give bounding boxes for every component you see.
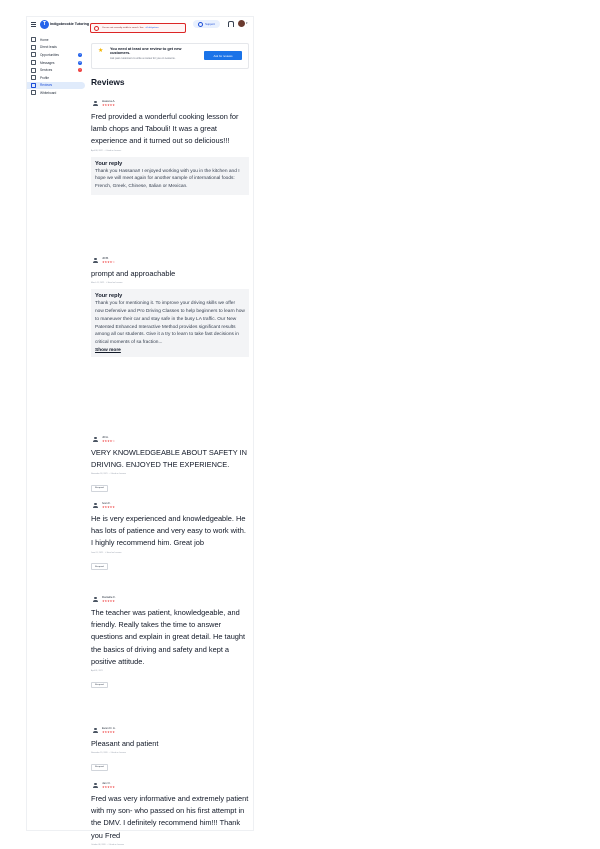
star-icon xyxy=(31,83,36,88)
send-icon xyxy=(31,52,36,57)
sidebar-item-label: Services xyxy=(40,68,53,73)
top-bar xyxy=(27,17,253,34)
sidebar-item-reviews[interactable] xyxy=(27,82,85,90)
user-icon xyxy=(93,101,98,106)
review-text: He is very experienced and knowledgeable. He has lots of patience and very easy to work with. I highly recommend him. Great job xyxy=(91,514,246,548)
review-user xyxy=(91,726,249,736)
rating-stars: ★★★★★ xyxy=(102,103,115,107)
menu-icon[interactable] xyxy=(31,22,36,27)
warning-icon xyxy=(31,45,36,50)
user-icon xyxy=(93,783,98,788)
promo-subtitle: Ask past customers to write a review for you on Lessons. xyxy=(110,57,176,60)
review-item xyxy=(91,256,249,357)
review-text: Fred provided a wonderful cooking lesson for lamb chops and Tabouli! It was a great experience and it turned out so delicious!!! xyxy=(91,112,239,146)
help-icon xyxy=(198,22,203,27)
support-button[interactable] xyxy=(193,20,220,28)
user-icon xyxy=(93,503,98,508)
sidebar-item-label: Whiteboard xyxy=(40,90,57,95)
review-item xyxy=(91,595,249,690)
rating-stars: ★★★★★ xyxy=(102,730,115,734)
review-meta: June 01, 2021 · ✓ Hired on Lessons xyxy=(91,551,122,554)
reviewer-name: Jill B. xyxy=(102,256,109,260)
review-user xyxy=(91,256,249,266)
visibility-alert xyxy=(90,23,186,33)
bell-icon[interactable] xyxy=(228,21,234,27)
reviewer-name: Evan D. A. xyxy=(102,726,116,730)
sidebar-item-services[interactable] xyxy=(27,66,85,74)
review-item xyxy=(91,99,249,195)
rating-stars: ★★★★★ xyxy=(102,599,115,603)
brand-name: Indigobrookie Tutoring xyxy=(50,22,90,26)
reply-text: Thank you Hassana!! I enjoyed working with you in the kitchen and I hope we will meet again for another sample of international foods: French, Greek, Chinese, Italian or Mexican. xyxy=(95,168,240,190)
review-meta: March 11, 2022 · ✓ Hired on Lessons xyxy=(91,282,123,285)
review-meta: October 08, 2020 · ✓ Hired on Lessons xyxy=(91,843,125,846)
reviewer-name: Hassna A. xyxy=(102,99,116,103)
user-icon xyxy=(93,597,98,602)
sidebar-item-messages[interactable] xyxy=(27,59,85,67)
user-icon xyxy=(93,437,98,442)
support-label: Support xyxy=(205,22,215,26)
star-icon: ★ xyxy=(98,48,104,54)
respond-button[interactable]: Respond xyxy=(91,764,108,771)
review-meta: April 01, 2021 xyxy=(91,670,103,673)
sidebar-item-whiteboard[interactable] xyxy=(27,89,85,97)
review-item xyxy=(91,781,249,846)
sidebar-item-label: Messages xyxy=(40,60,55,65)
review-user xyxy=(91,501,249,511)
user-icon xyxy=(93,728,98,733)
sidebar-item-label: Direct leads xyxy=(40,45,57,50)
app-window xyxy=(27,17,253,846)
rating-stars: ★★★★★ xyxy=(102,785,115,789)
reviewer-name: Jill A. xyxy=(102,435,109,439)
sidebar-item-label: Opportunities xyxy=(40,52,59,57)
whiteboard-icon xyxy=(31,90,36,95)
promo-title: You need at least one review to get new customers. xyxy=(110,47,182,56)
sidebar-item-direct-leads[interactable] xyxy=(27,44,85,52)
sidebar-item-profile[interactable] xyxy=(27,74,85,82)
review-item xyxy=(91,726,249,772)
review-promo-card xyxy=(91,43,249,69)
chevron-down-icon[interactable]: ▾ xyxy=(246,21,248,25)
reviewer-name: Ivan F. xyxy=(102,501,111,505)
info-icon xyxy=(94,26,99,31)
review-meta: November 18, 2021 · ✓ Hired on Lessons xyxy=(91,473,127,476)
reply-box xyxy=(91,289,249,357)
sidebar xyxy=(27,36,85,97)
review-meta: November 19, 2020 · ✓ Hired on Lessons xyxy=(91,752,127,755)
avatar[interactable] xyxy=(238,20,245,27)
review-item xyxy=(91,435,249,493)
rating-stars: ★★★★☆ xyxy=(102,439,115,443)
review-user xyxy=(91,781,249,791)
reply-box xyxy=(91,157,249,195)
user-icon xyxy=(93,258,98,263)
rating-stars: ★★★★★ xyxy=(102,505,115,509)
review-item xyxy=(91,501,249,572)
main-content xyxy=(91,43,249,846)
review-user xyxy=(91,435,249,445)
chat-icon xyxy=(31,60,36,65)
services-badge: 1 xyxy=(79,69,81,72)
review-user xyxy=(91,595,249,605)
respond-button[interactable]: Respond xyxy=(91,563,108,570)
page-title: Reviews xyxy=(91,77,125,87)
sidebar-item-opportunities[interactable] xyxy=(27,51,85,59)
ask-for-reviews-button[interactable]: Ask for reviews xyxy=(204,51,242,60)
reply-text: Thank you for mentioning it. To improve your driving skills we offer now Defensive and Pro Driving Classes to help beginners to learn how to maneuver their car and stay safe in the busy LA traffic. Our New Patented Enhanced Interactive Method provides significant results among all our students. Give it a try to learn to take fast decisions in critical moments of sa fraction... xyxy=(95,301,245,346)
show-more-link[interactable]: Show more xyxy=(95,347,121,353)
calendar-icon xyxy=(31,68,36,73)
profile-icon xyxy=(31,75,36,80)
reviewer-name: Danielle F. xyxy=(102,595,116,599)
review-user xyxy=(91,99,249,109)
alert-link[interactable]: all obligations xyxy=(145,27,159,29)
messages-badge: 12 xyxy=(78,61,82,64)
review-meta: April 08, 2022 · ✓ Hired on Lessons xyxy=(91,149,122,152)
review-text: The teacher was patient, knowledgeable, and friendly. Really takes the time to answer questions and explain in great detail. He taught the basics of driving and safety and kept a positive attitude. xyxy=(91,608,246,666)
sidebar-item-home[interactable] xyxy=(27,36,85,44)
sidebar-item-label: Reviews xyxy=(40,83,53,88)
review-text: Fred was very informative and extremely patient with my son- who passed on his first attempt in the DMV. I definitely recommend him!!! Thank you Fred xyxy=(91,794,249,840)
opportunities-badge: 3 xyxy=(79,54,81,57)
reviewer-name: Jan O. xyxy=(102,781,111,785)
sidebar-item-label: Profile xyxy=(40,75,50,80)
alert-text: You are not currently visible to search. See xyxy=(102,27,144,29)
respond-button[interactable]: Respond xyxy=(91,485,108,492)
rating-stars: ★★★★☆ xyxy=(102,260,115,264)
home-icon xyxy=(31,37,36,42)
review-text: Pleasant and patient xyxy=(91,739,159,748)
reply-title: Your reply xyxy=(95,160,123,167)
respond-button[interactable]: Respond xyxy=(91,682,108,689)
reply-title: Your reply xyxy=(95,293,123,300)
sidebar-item-label: Home xyxy=(40,37,49,42)
review-text: VERY KNOWLEDGEABLE ABOUT SAFETY IN DRIVING. ENJOYED THE EXPERIENCE. xyxy=(91,448,247,470)
brand-logo: T xyxy=(40,20,49,29)
review-text: prompt and approachable xyxy=(91,269,176,278)
